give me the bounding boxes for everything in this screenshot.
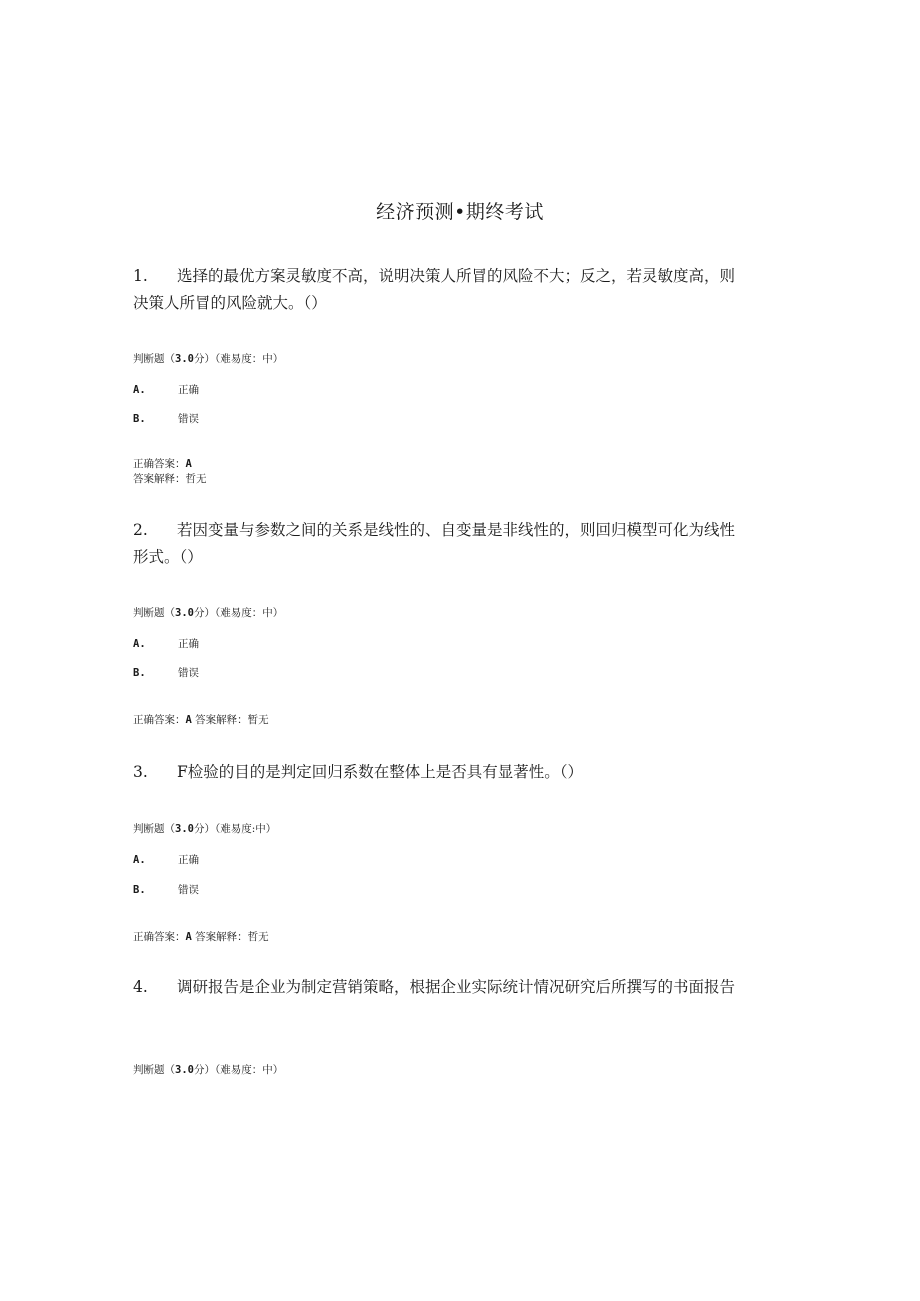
question-type: 判断题 bbox=[133, 353, 165, 365]
question-number: 2. bbox=[133, 521, 148, 539]
question-meta bbox=[133, 822, 276, 836]
question-body: F检验的目的是判定回归系数在整体上是否具有显著性。（） bbox=[177, 763, 584, 781]
question-meta bbox=[133, 606, 283, 620]
question-meta bbox=[133, 352, 283, 366]
question-text bbox=[133, 517, 743, 571]
score-unit: 分） bbox=[193, 607, 215, 619]
question-text bbox=[133, 759, 743, 786]
question-4 bbox=[133, 974, 743, 1001]
option-label: 错误 bbox=[178, 884, 199, 896]
score-open: （ bbox=[164, 1064, 175, 1076]
explanation-line bbox=[133, 472, 207, 487]
question-body: 若因变量与参数之间的关系是线性的、自变量是非线性的，则回归模型可化为线性形式。（） bbox=[133, 521, 736, 566]
correct-answer-label: 正确答案： bbox=[133, 714, 186, 726]
option-b[interactable] bbox=[133, 412, 199, 426]
question-type: 判断题 bbox=[133, 823, 165, 835]
question-text bbox=[133, 263, 743, 317]
question-body: 调研报告是企业为制定营销策略，根据企业实际统计情况研究后所撰写的书面报告 bbox=[177, 978, 736, 996]
question-text bbox=[133, 974, 743, 1001]
option-letter: B. bbox=[133, 413, 146, 425]
correct-answer-value: A bbox=[185, 931, 192, 943]
question-1 bbox=[133, 263, 743, 317]
question-body: 选择的最优方案灵敏度不高，说明决策人所冒的风险不大；反之，若灵敏度高，则决策人所冒的风险就大。（） bbox=[133, 267, 736, 312]
answer-line bbox=[133, 930, 269, 945]
score-open: （ bbox=[164, 353, 175, 365]
correct-answer-label: 正确答案： bbox=[133, 458, 186, 470]
difficulty: （难易度：中） bbox=[214, 607, 284, 619]
score-open: （ bbox=[164, 607, 175, 619]
difficulty: （难易度：中） bbox=[214, 353, 284, 365]
correct-answer-label: 正确答案： bbox=[133, 931, 186, 943]
question-number: 1. bbox=[133, 267, 148, 285]
correct-answer-value: A bbox=[185, 458, 192, 470]
question-3 bbox=[133, 759, 743, 786]
score-open: （ bbox=[164, 823, 175, 835]
option-letter: A. bbox=[133, 638, 146, 650]
question-type: 判断题 bbox=[133, 607, 165, 619]
answer-line bbox=[133, 713, 269, 728]
score-value: 3.0 bbox=[175, 823, 194, 835]
score-unit: 分） bbox=[193, 1064, 215, 1076]
option-b[interactable] bbox=[133, 666, 199, 680]
question-type: 判断题 bbox=[133, 1064, 165, 1076]
explanation-value: 哲无 bbox=[247, 931, 269, 943]
correct-answer-line bbox=[133, 457, 192, 472]
question-2 bbox=[133, 517, 743, 571]
question-number: 4. bbox=[133, 978, 148, 996]
option-label: 错误 bbox=[178, 413, 199, 425]
question-meta bbox=[133, 1063, 283, 1077]
explanation-label: 答案解释： bbox=[133, 473, 186, 485]
option-label: 错误 bbox=[178, 667, 199, 679]
option-letter: B. bbox=[133, 667, 146, 679]
difficulty: （难易度:中） bbox=[214, 823, 277, 835]
score-unit: 分） bbox=[193, 353, 215, 365]
option-a[interactable] bbox=[133, 853, 199, 867]
difficulty: （难易度：中） bbox=[214, 1064, 284, 1076]
explanation-value: 哲无 bbox=[185, 473, 207, 485]
page-title: 经济预测•期终考试 bbox=[376, 201, 544, 223]
explanation-label: 答案解释： bbox=[195, 714, 248, 726]
option-label: 正确 bbox=[178, 638, 199, 650]
option-letter: A. bbox=[133, 384, 146, 396]
score-unit: 分） bbox=[193, 823, 215, 835]
option-b[interactable] bbox=[133, 883, 199, 897]
option-label: 正确 bbox=[178, 384, 199, 396]
score-value: 3.0 bbox=[175, 607, 194, 619]
score-value: 3.0 bbox=[175, 353, 194, 365]
option-a[interactable] bbox=[133, 383, 199, 397]
option-letter: A. bbox=[133, 854, 146, 866]
score-value: 3.0 bbox=[175, 1064, 194, 1076]
question-number: 3. bbox=[133, 763, 148, 781]
explanation-label: 答案解释： bbox=[195, 931, 248, 943]
option-a[interactable] bbox=[133, 637, 199, 651]
explanation-value: 暂无 bbox=[247, 714, 269, 726]
option-letter: B. bbox=[133, 884, 146, 896]
option-label: 正确 bbox=[178, 854, 199, 866]
correct-answer-value: A bbox=[185, 714, 192, 726]
